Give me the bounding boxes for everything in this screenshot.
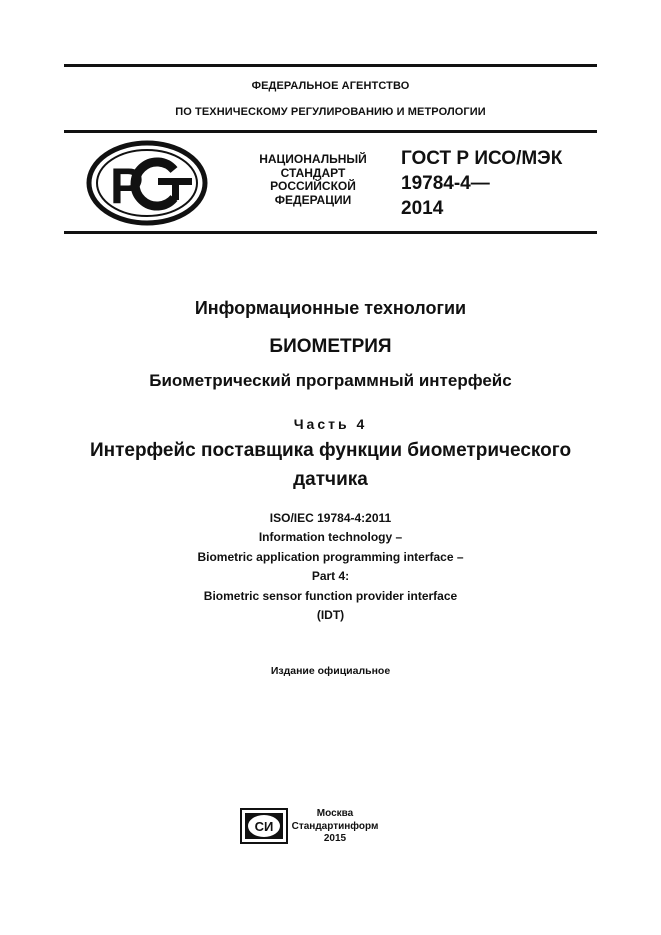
publisher-info [290,808,380,846]
top-rule [64,64,597,67]
iso-reference [0,509,661,625]
iso-line-4: Part 4: [311,569,350,584]
edition-label: Издание официальное [270,665,391,677]
title-line-2: БИОМЕТРИЯ [269,336,392,357]
designation-line-2: 19784-4— [401,173,490,194]
rst-certification-mark-icon [86,140,208,226]
publisher-city: Москва [316,808,354,819]
publisher-year: 2015 [323,833,347,844]
designation-line-1: ГОСТ Р ИСО/МЭК [401,148,563,169]
iso-line-3: Biometric application programming interface – [197,549,464,564]
national-standard-line-4: ФЕДЕРАЦИИ [274,192,352,207]
publisher-logo [240,808,288,844]
rst-logo [86,140,208,226]
part-label: Часть 4 [293,416,368,432]
svg-text:Р: Р [110,158,144,214]
iso-line-1: ISO/IEC 19784-4:2011 [269,511,392,525]
title-line-5b: датчика [293,469,368,490]
agency-line-2: ПО ТЕХНИЧЕСКОМУ РЕГУЛИРОВАНИЮ И МЕТРОЛОГИИ [175,106,486,118]
agency-line-1: ФЕДЕРАЛЬНОЕ АГЕНТСТВО [251,80,410,92]
iso-line-6: (IDT) [316,608,345,623]
header-rule-upper [64,130,597,133]
designation-line-3: 2014 [401,198,444,219]
title-line-3: Биометрический программный интерфейс [149,371,512,390]
header-rule-lower [64,231,597,234]
title-line-5 [0,436,661,494]
standard-designation [401,146,597,221]
title-line-1: Информационные технологии [194,298,467,318]
national-standard-line-3: РОССИЙСКОЙ [270,179,356,193]
iso-line-2: Information technology – [258,530,403,545]
title-line-5a: Интерфейс поставщика функции биометрического [89,440,572,461]
standartinform-logo-icon [240,808,288,844]
national-standard-label [246,153,380,207]
national-standard-line-2: СТАНДАРТ [280,165,346,180]
publisher-name: Стандартинформ [291,820,379,832]
iso-line-5: Biometric sensor function provider interface [203,588,458,603]
national-standard-line-1: НАЦИОНАЛЬНЫЙ [259,152,367,166]
svg-text:СИ: СИ [254,819,274,834]
